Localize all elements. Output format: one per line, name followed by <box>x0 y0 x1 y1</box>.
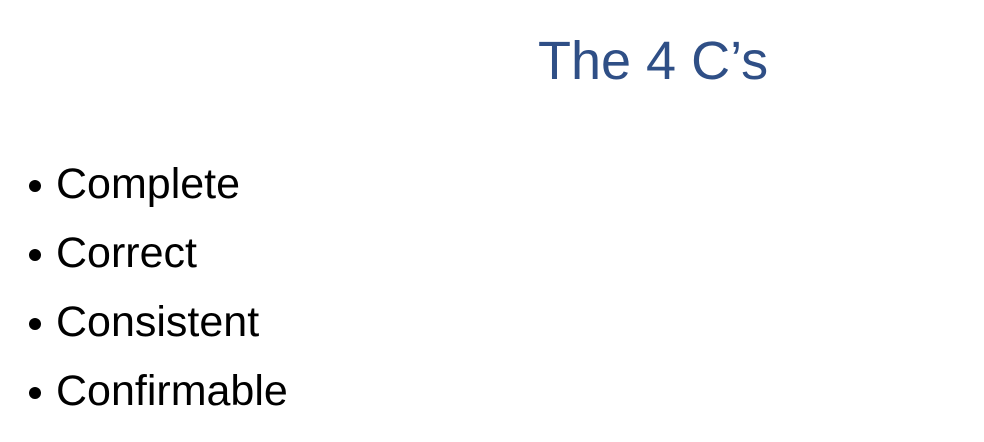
bullet-item-consistent <box>29 288 288 357</box>
bullet-list <box>29 150 288 426</box>
bullet-dot-icon <box>29 318 41 330</box>
bullet-dot-icon <box>29 180 41 192</box>
bullet-text: Complete <box>56 160 241 208</box>
bullet-text: Confirmable <box>56 367 288 415</box>
bullet-item-confirmable <box>29 357 288 426</box>
bullet-dot-icon <box>29 249 41 261</box>
bullet-item-correct <box>29 219 288 288</box>
bullet-text: Consistent <box>56 298 260 346</box>
bullet-dot-icon <box>29 387 41 399</box>
slide-title: The 4 C’s <box>538 31 769 91</box>
bullet-text: Correct <box>56 229 197 277</box>
bullet-item-complete <box>29 150 288 219</box>
